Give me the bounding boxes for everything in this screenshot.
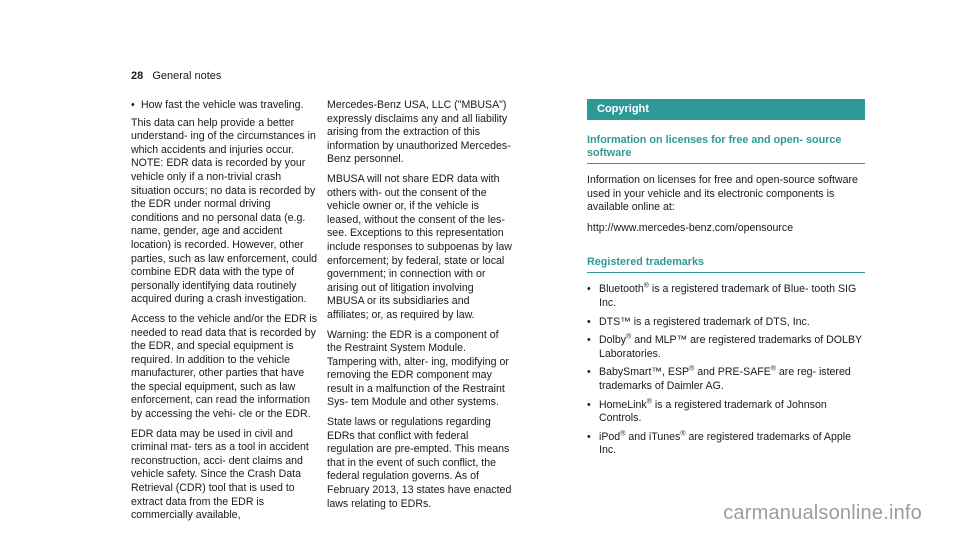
licenses-heading: Information on licenses for free and open- source software (587, 134, 865, 164)
column-middle (327, 99, 512, 517)
column-right (587, 99, 865, 463)
list-item: • How fast the vehicle was traveling. (131, 99, 321, 113)
section-title: General notes (152, 70, 222, 82)
paragraph: Mercedes-Benz USA, LLC ("MBUSA") expressly disclaims any and all liability arising from the extraction of this information by unauthorized Mercedes-Benz personnel. (327, 99, 511, 166)
copyright-banner: Copyright (587, 99, 865, 120)
trademark-item: • HomeLink® is a registered trademark of Johnson Controls. (587, 399, 865, 426)
trademark-item: • BabySmart™, ESP® and PRE-SAFE® are reg- istered trademarks of Daimler AG. (587, 366, 865, 393)
watermark: carmanualsonline.info (723, 502, 922, 524)
licenses-url: http://www.mercedes-benz.com/opensource (587, 221, 794, 234)
trademark-item: • iPod® and iTunes® are registered trademarks of Apple Inc. (587, 431, 865, 458)
paragraph: EDR data may be used in civil and criminal mat- ters as a tool in accident reconstruction, acci- dent claims and vehicle safety. Since the Crash Data Retrieval (CDR) tool that is used to extract data from the EDR is commercially available, (131, 427, 309, 522)
paragraph: This data can help provide a better understand- ing of the circumstances in which accidents and injuries occur. NOTE: EDR data is recorded by your vehicle only if a non-trivial crash situation occurs; no data is recorded by the EDR under normal driving conditions and no personal data (e.g. name, gender, age and accident location) is recorded. However, other parties, such as law enforcement, could combine EDR data with the type of personally identifying data routinely acquired during a crash investigation. (131, 116, 318, 306)
trademark-item: • DTS™ is a registered trademark of DTS, Inc. (587, 316, 865, 330)
column-left (131, 99, 321, 529)
trademark-item: • Bluetooth® is a registered trademark of Blue- tooth SIG Inc. (587, 283, 865, 310)
trademarks-heading: Registered trademarks (587, 256, 865, 273)
page-number: 28 (131, 70, 144, 82)
trademark-item: • Dolby® and MLP™ are registered trademarks of DOLBY Laboratories. (587, 334, 865, 361)
paragraph: Access to the vehicle and/or the EDR is needed to read data that is recorded by the EDR, and special equipment is required. In addition to the vehicle manufacturer, other parties that have the special equipment, such as law enforcement, can read the information by accessing the vehi- cle or the EDR. (131, 312, 318, 421)
paragraph: MBUSA will not share EDR data with others with- out the consent of the vehicle owner or, if the vehicle is leased, without the consent of the les- see. Exceptions to this representation include responses to subpoenas by law enforcement; by federal, state or local government; in connection with or arising out of litigation involving MBUSA or its subsidiaries and affiliates; or, as required by law. (327, 172, 512, 321)
licenses-text: Information on licenses for free and open-source software used in your vehicle and its electronic components is available online at: (587, 174, 858, 214)
paragraph: State laws or regulations regarding EDRs that conflict with federal regulation are pre-empted. This means that in the event of such conflict, the federal regulation governs. As of February 2013, 13 states have enacted laws relating to EDRs. (327, 416, 512, 510)
paragraph: Warning: the EDR is a component of the Restraint System Module. Tampering with, alter- ing, modifying or removing the EDR component may result in a malfunction of the Restraint Sys- tem Module and other systems. (327, 328, 509, 409)
page-header (131, 70, 221, 82)
